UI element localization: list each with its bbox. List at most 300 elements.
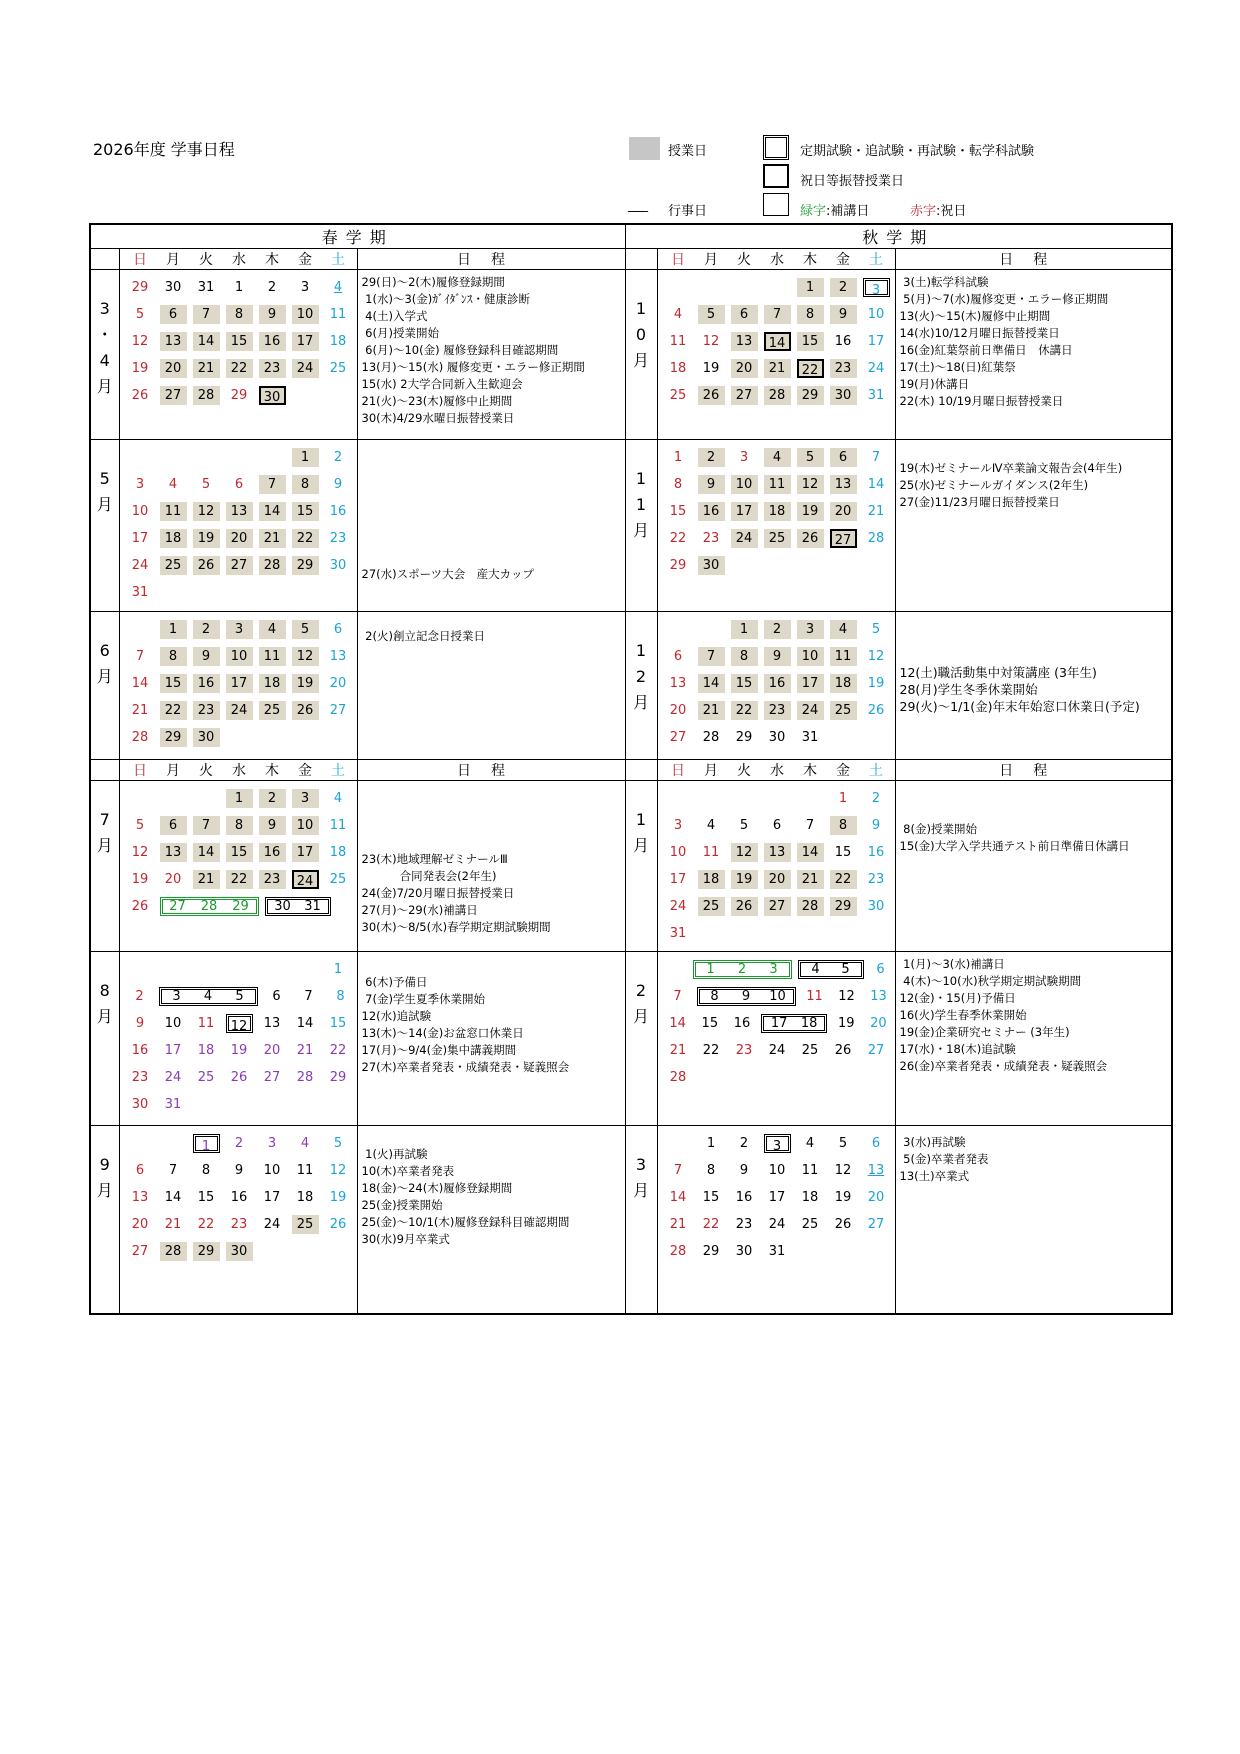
calendar-day: 28	[160, 1242, 187, 1261]
calendar-empty	[325, 728, 352, 747]
calendar-day: 20	[131, 1217, 149, 1232]
calendar-day: 3	[226, 620, 253, 639]
calendar-day: 9	[333, 477, 343, 492]
calendar-day: 25	[801, 1217, 819, 1232]
calendar-day: 10	[263, 1163, 281, 1178]
calendar-day: 20	[764, 870, 791, 889]
calendar-empty	[731, 1068, 758, 1087]
exam-period-group	[761, 1014, 827, 1033]
calendar-day: 3	[769, 962, 778, 977]
calendar-day: 26	[131, 899, 149, 914]
calendar-day: 13	[764, 843, 791, 862]
month-label-char: 1	[635, 299, 647, 318]
calendar-day: 28	[669, 1070, 687, 1085]
calendar-day: 21	[797, 870, 824, 889]
calendar-week	[662, 1014, 895, 1041]
legend-event: 行事日	[668, 204, 708, 219]
calendar-day: 8	[797, 305, 824, 324]
calendar-day: 14	[164, 1190, 182, 1205]
calendar-day: 11	[160, 502, 187, 521]
weekday-label: 月	[704, 763, 719, 779]
calendar-day: 3	[267, 1136, 277, 1151]
calendar-day: 2	[764, 620, 791, 639]
month-label-char: 月	[96, 377, 113, 396]
calendar-week	[662, 1242, 895, 1269]
schedule-item: 30(木)4/29水曜日振替授業日	[361, 411, 515, 425]
calendar-week	[662, 843, 895, 870]
calendar-day: 20	[867, 1190, 885, 1205]
calendar-day: 22	[702, 1217, 720, 1232]
calendar-day: 30	[830, 386, 857, 405]
calendar-week	[124, 305, 357, 332]
weekday-label: 月	[166, 252, 180, 268]
month-grid	[657, 612, 895, 760]
month-label	[90, 270, 119, 440]
calendar-empty	[292, 386, 319, 405]
schedule-item: 12(土)職活動集中対策講座 (3年生)	[899, 665, 1097, 680]
calendar-day: 6	[135, 1163, 145, 1178]
schedule-item: 16(火)学生春季休業開始	[899, 1008, 1027, 1022]
legend-event-line: ____	[628, 198, 646, 213]
month-label-char: 月	[96, 667, 113, 686]
calendar-day: 28	[669, 1244, 687, 1259]
calendar-day: 25	[197, 1070, 215, 1085]
calendar-day: 2	[267, 280, 277, 295]
schedule-item: 3(水)再試験	[899, 1135, 966, 1149]
month-grid	[119, 1126, 357, 1314]
calendar-empty	[259, 1242, 286, 1261]
month-grid	[657, 952, 895, 1126]
legend-exam-swatch	[763, 135, 789, 160]
calendar-day: 19	[731, 870, 758, 889]
schedule-item: 8(金)授業開始	[899, 822, 977, 836]
calendar-day: 31	[867, 388, 885, 403]
calendar-day: 21	[131, 703, 149, 718]
calendar-day: 24	[292, 359, 319, 378]
weekday-label: 土	[331, 763, 345, 779]
calendar-week	[662, 475, 895, 502]
schedule-item: 10(木)卒業者発表	[361, 1164, 455, 1178]
calendar-day: 18	[197, 1043, 215, 1058]
weekday-label: 日	[671, 763, 686, 779]
calendar-empty	[665, 960, 687, 979]
calendar-day: 7	[673, 989, 682, 1004]
month-grid	[119, 781, 357, 952]
calendar-day: 1	[706, 962, 715, 977]
schedule-item: 12(金)・15(月)予備日	[899, 991, 1016, 1005]
calendar-day: 16	[230, 1190, 248, 1205]
calendar-day: 6	[876, 962, 885, 977]
calendar-day: 27	[160, 386, 187, 405]
weekday-label: 月	[704, 252, 719, 268]
calendar-day: 27	[329, 703, 347, 718]
calendar-day: 30	[735, 1244, 753, 1259]
calendar-day: 25	[669, 388, 687, 403]
calendar-day: 12	[838, 989, 855, 1004]
exam-period-group	[160, 897, 259, 916]
calendar-empty	[797, 556, 824, 575]
calendar-day: 31	[131, 585, 149, 600]
calendar-day: 9	[698, 475, 725, 494]
calendar-day: 1	[706, 1136, 716, 1151]
calendar-day: 10	[768, 1163, 786, 1178]
calendar-day: 13	[160, 843, 187, 862]
schedule-item: 1(月)～3(水)補講日	[899, 957, 1005, 971]
calendar-day: 15	[834, 845, 852, 860]
calendar-day: 4	[333, 280, 343, 295]
calendar-day: 3	[739, 450, 749, 465]
calendar-day: 14	[193, 843, 220, 862]
schedule-item: 27(金)11/23月曜日振替授業日	[899, 495, 1060, 509]
calendar-day: 6	[160, 816, 187, 835]
calendar-day: 19	[867, 676, 885, 691]
calendar-week	[124, 870, 357, 897]
schedule-item: 24(金)7/20月曜日振替授業日	[361, 886, 515, 900]
calendar-day: 23	[764, 701, 791, 720]
month-label-char: 月	[633, 521, 650, 540]
calendar-empty	[127, 620, 154, 639]
weekday-header-row	[90, 760, 1172, 781]
calendar-day: 10	[731, 475, 758, 494]
calendar-day: 28	[867, 531, 885, 546]
calendar-day: 14	[131, 676, 149, 691]
calendar-day: 13	[830, 475, 857, 494]
calendar-day: 7	[135, 649, 145, 664]
month-label	[625, 440, 657, 612]
calendar-day: 23	[230, 1217, 248, 1232]
calendar-day: 9	[871, 818, 881, 833]
calendar-day: 19	[837, 1016, 855, 1031]
calendar-day: 31	[304, 899, 321, 914]
schedule-item: 7(金)学生夏季休業開始	[361, 992, 485, 1006]
calendar-day: 27	[263, 1070, 281, 1085]
calendar-week	[662, 1068, 895, 1095]
calendar-day: 14	[669, 1016, 686, 1031]
calendar-day: 9	[193, 647, 220, 666]
calendar-empty	[226, 448, 253, 467]
calendar-day: 8	[292, 475, 319, 494]
calendar-week	[662, 701, 895, 728]
weekday-label: 火	[737, 763, 752, 779]
schedule-item: 23(木)地域理解ゼミナールⅢ	[361, 852, 508, 866]
calendar-day: 2	[698, 448, 725, 467]
weekday-label: 月	[166, 763, 180, 779]
calendar-day: 25	[160, 556, 187, 575]
schedule-item: 25(金)授業開始	[361, 1198, 443, 1212]
calendar-day: 9	[739, 1163, 749, 1178]
calendar-day: 26	[292, 701, 319, 720]
calendar-day: 1	[797, 278, 824, 297]
calendar-day: 20	[164, 872, 182, 887]
calendar-day: 17	[768, 1190, 786, 1205]
calendar-day: 26	[230, 1070, 248, 1085]
month-schedule	[895, 1126, 1172, 1314]
calendar-empty	[325, 1095, 352, 1114]
calendar-day: 5	[235, 989, 244, 1004]
calendar-week	[124, 1068, 357, 1095]
calendar-day: 29	[669, 558, 687, 573]
weekday-label: 土	[869, 763, 884, 779]
schedule-item: 30(木)～8/5(水)春学期定期試験期間	[361, 920, 551, 934]
calendar-day: 9	[741, 989, 751, 1004]
calendar-day: 2	[871, 791, 881, 806]
calendar-week	[662, 448, 895, 475]
calendar-day: 17	[226, 674, 253, 693]
calendar-day: 18	[764, 502, 791, 521]
calendar-empty	[193, 1095, 220, 1114]
calendar-day: 18	[259, 674, 286, 693]
calendar-day: 19	[193, 529, 220, 548]
month-schedule	[895, 781, 1172, 952]
calendar-day: 5	[201, 477, 211, 492]
schedule-item: 15(金)大学入学共通テスト前日準備日休講日	[899, 839, 1130, 853]
calendar-empty	[863, 728, 890, 747]
calendar-week	[662, 556, 895, 583]
calendar-day: 5	[135, 818, 145, 833]
calendar-day: 10	[769, 989, 786, 1004]
calendar-day: 7	[304, 989, 313, 1004]
weekday-label: 木	[803, 763, 818, 779]
calendar-day: 26	[867, 703, 885, 718]
calendar-empty	[226, 728, 253, 747]
calendar-empty	[764, 789, 791, 808]
calendar-week	[124, 502, 357, 529]
calendar-day: 15	[731, 674, 758, 693]
calendar-empty	[292, 1242, 319, 1261]
schedule-item: 5(金)卒業者発表	[899, 1152, 989, 1166]
calendar-day: 4	[300, 1136, 310, 1151]
calendar-day: 4	[706, 818, 716, 833]
calendar-day: 26	[834, 1043, 852, 1058]
weekday-label: 火	[737, 252, 752, 268]
calendar-day: 6	[333, 622, 343, 637]
exam-period-group	[697, 987, 796, 1006]
month-schedule	[357, 440, 625, 612]
calendar-day: 15	[702, 1190, 720, 1205]
calendar-day: 16	[259, 332, 286, 351]
calendar-day: 13	[870, 989, 887, 1004]
calendar-day: 20	[731, 359, 758, 378]
calendar-week	[124, 386, 357, 413]
calendar-day: 27	[867, 1217, 885, 1232]
schedule-item: 25(金)～10/1(木)履修登録科目確認期間	[361, 1215, 570, 1229]
calendar-day: 28	[200, 899, 218, 914]
calendar-empty	[127, 789, 154, 808]
calendar-empty	[226, 583, 253, 602]
calendar-week	[662, 332, 895, 359]
calendar-day: 10	[292, 816, 319, 835]
calendar-day: 6	[673, 649, 683, 664]
calendar-week	[662, 359, 895, 386]
calendar-day: 24	[731, 529, 758, 548]
schedule-item: 25(水)ゼミナールガイダンス(2年生)	[899, 478, 1089, 492]
legend-red-label: 赤字	[910, 204, 937, 219]
calendar-day: 28	[797, 897, 824, 916]
schedule-item: 16(金)紅葉祭前日準備日 休講日	[899, 343, 1073, 357]
calendar-day: 11	[329, 307, 347, 322]
calendar-week	[662, 620, 895, 647]
calendar-day: 12	[292, 647, 319, 666]
month-label-char: 8	[99, 981, 110, 1000]
calendar-week	[124, 1215, 357, 1242]
calendar-day: 25	[329, 872, 347, 887]
calendar-day: 20	[226, 529, 253, 548]
calendar-empty	[325, 1242, 352, 1261]
calendar-empty	[160, 1134, 187, 1153]
exam-period-group	[693, 960, 792, 979]
calendar-day: 10	[669, 845, 687, 860]
calendar-day: 5	[841, 962, 850, 977]
calendar-day: 21	[164, 1217, 182, 1232]
calendar-day: 17	[292, 332, 319, 351]
weekday-label: 木	[265, 252, 279, 268]
calendar-empty	[259, 960, 286, 979]
calendar-week	[124, 1242, 357, 1269]
calendar-empty	[764, 556, 791, 575]
calendar-week	[662, 987, 895, 1014]
calendar-day: 22	[669, 531, 687, 546]
calendar-day: 11	[801, 1163, 819, 1178]
calendar-day: 23	[259, 359, 286, 378]
weekday-label: 木	[803, 252, 818, 268]
calendar-day: 9	[259, 816, 286, 835]
weekday-header	[657, 249, 895, 270]
calendar-day: 22	[197, 1217, 215, 1232]
schedule-header: 日程	[895, 760, 1172, 781]
calendar-empty	[226, 1095, 253, 1114]
calendar-day: 19	[702, 361, 720, 376]
calendar-day: 29	[735, 730, 753, 745]
month-label-char: 月	[633, 1007, 650, 1026]
month-label-char: 4	[99, 351, 110, 370]
calendar-day: 17	[797, 674, 824, 693]
calendar-day: 5	[871, 622, 881, 637]
calendar-week	[124, 647, 357, 674]
schedule-item: 27(月)～29(水)補講日	[361, 903, 478, 917]
month-grid	[119, 952, 357, 1126]
calendar-day: 2	[830, 278, 857, 297]
calendar-week	[662, 1188, 895, 1215]
calendar-day: 8	[201, 1163, 211, 1178]
calendar-empty	[698, 924, 725, 943]
calendar-day: 7	[698, 647, 725, 666]
calendar-day: 8	[226, 305, 253, 324]
calendar-day: 15	[701, 1016, 719, 1031]
schedule-item: 27(水)スポーツ大会 産大カップ	[361, 567, 535, 581]
page-title: 2026年度 学事日程	[93, 140, 235, 159]
calendar-day: 7	[764, 305, 791, 324]
calendar-day: 5	[838, 1136, 848, 1151]
calendar-day: 27	[731, 386, 758, 405]
calendar-week	[662, 789, 895, 816]
calendar-empty	[226, 960, 253, 979]
calendar-day: 18	[698, 870, 725, 889]
calendar-day: 26	[193, 556, 220, 575]
legend-green-note	[800, 200, 869, 219]
weekday-label: 日	[133, 252, 147, 268]
calendar-day: 30	[164, 280, 182, 295]
legend-class-day: 授業日	[668, 144, 708, 159]
calendar-day: 12	[329, 1163, 347, 1178]
calendar-week	[124, 843, 357, 870]
calendar-day: 13	[160, 332, 187, 351]
calendar-week	[662, 305, 895, 332]
calendar-week	[662, 816, 895, 843]
calendar-day: 6	[160, 305, 187, 324]
calendar-day: 12	[131, 845, 149, 860]
calendar-week	[124, 1188, 357, 1215]
calendar-day: 30	[259, 386, 286, 405]
weekday-label: 金	[836, 763, 851, 779]
month-label	[90, 612, 119, 760]
weekday-label: 金	[298, 763, 312, 779]
calendar-day: 23	[193, 701, 220, 720]
schedule-item: 14(水)10/12月曜日振替授業日	[899, 326, 1060, 340]
calendar-empty	[193, 448, 220, 467]
calendar-day: 15	[226, 843, 253, 862]
month-schedule	[357, 1126, 625, 1314]
calendar-day: 14	[259, 502, 286, 521]
academic-calendar	[89, 223, 1173, 1315]
month-label-char: 月	[96, 495, 113, 514]
schedule-item: 13(木)～14(金)お盆窓口休業日	[361, 1026, 524, 1040]
calendar-empty	[160, 960, 187, 979]
weekday-label: 水	[232, 763, 246, 779]
calendar-day: 11	[259, 647, 286, 666]
calendar-day: 19	[329, 1190, 347, 1205]
schedule-header: 日程	[357, 249, 625, 270]
exam-period-group	[159, 987, 258, 1006]
calendar-week	[124, 332, 357, 359]
month-label-char: 3	[635, 1155, 647, 1174]
calendar-empty	[259, 448, 286, 467]
month-label	[625, 1126, 657, 1314]
calendar-day: 3	[673, 818, 683, 833]
calendar-day: 23	[259, 870, 286, 889]
calendar-day: 24	[263, 1217, 281, 1232]
calendar-empty	[764, 924, 791, 943]
calendar-day: 5	[135, 307, 145, 322]
weekday-label: 水	[232, 252, 246, 268]
calendar-day: 27	[830, 529, 857, 548]
exam-period-group	[265, 897, 331, 916]
calendar-day: 6	[772, 818, 782, 833]
month-label-char: 1	[635, 641, 647, 660]
calendar-week	[124, 475, 357, 502]
legend-substitute-swatch	[763, 164, 789, 188]
month-label-char: 月	[633, 693, 650, 712]
calendar-day: 3	[300, 280, 310, 295]
calendar-day: 29	[797, 386, 824, 405]
schedule-item: 15(水) 2大学合同新入生歓迎会	[361, 377, 523, 391]
calendar-day: 22	[226, 359, 253, 378]
calendar-empty	[797, 924, 824, 943]
schedule-item: 29(日)～2(木)履修登録期間	[361, 275, 505, 289]
calendar-day: 17	[867, 334, 885, 349]
calendar-day: 17	[131, 531, 149, 546]
calendar-day: 4	[673, 307, 683, 322]
calendar-day: 8	[731, 647, 758, 666]
calendar-week	[124, 816, 357, 843]
weekday-label: 木	[265, 763, 279, 779]
schedule-item: 17(水)・18(木)追試験	[899, 1042, 1016, 1056]
schedule-item: 4(木)～10(水)秋学期定期試験期間	[899, 974, 1082, 988]
calendar-week	[124, 987, 357, 1014]
calendar-day: 19	[797, 502, 824, 521]
schedule-item: 19(金)企業研究セミナー (3年生)	[899, 1025, 1070, 1039]
calendar-day: 25	[259, 701, 286, 720]
calendar-day: 25	[801, 1043, 819, 1058]
